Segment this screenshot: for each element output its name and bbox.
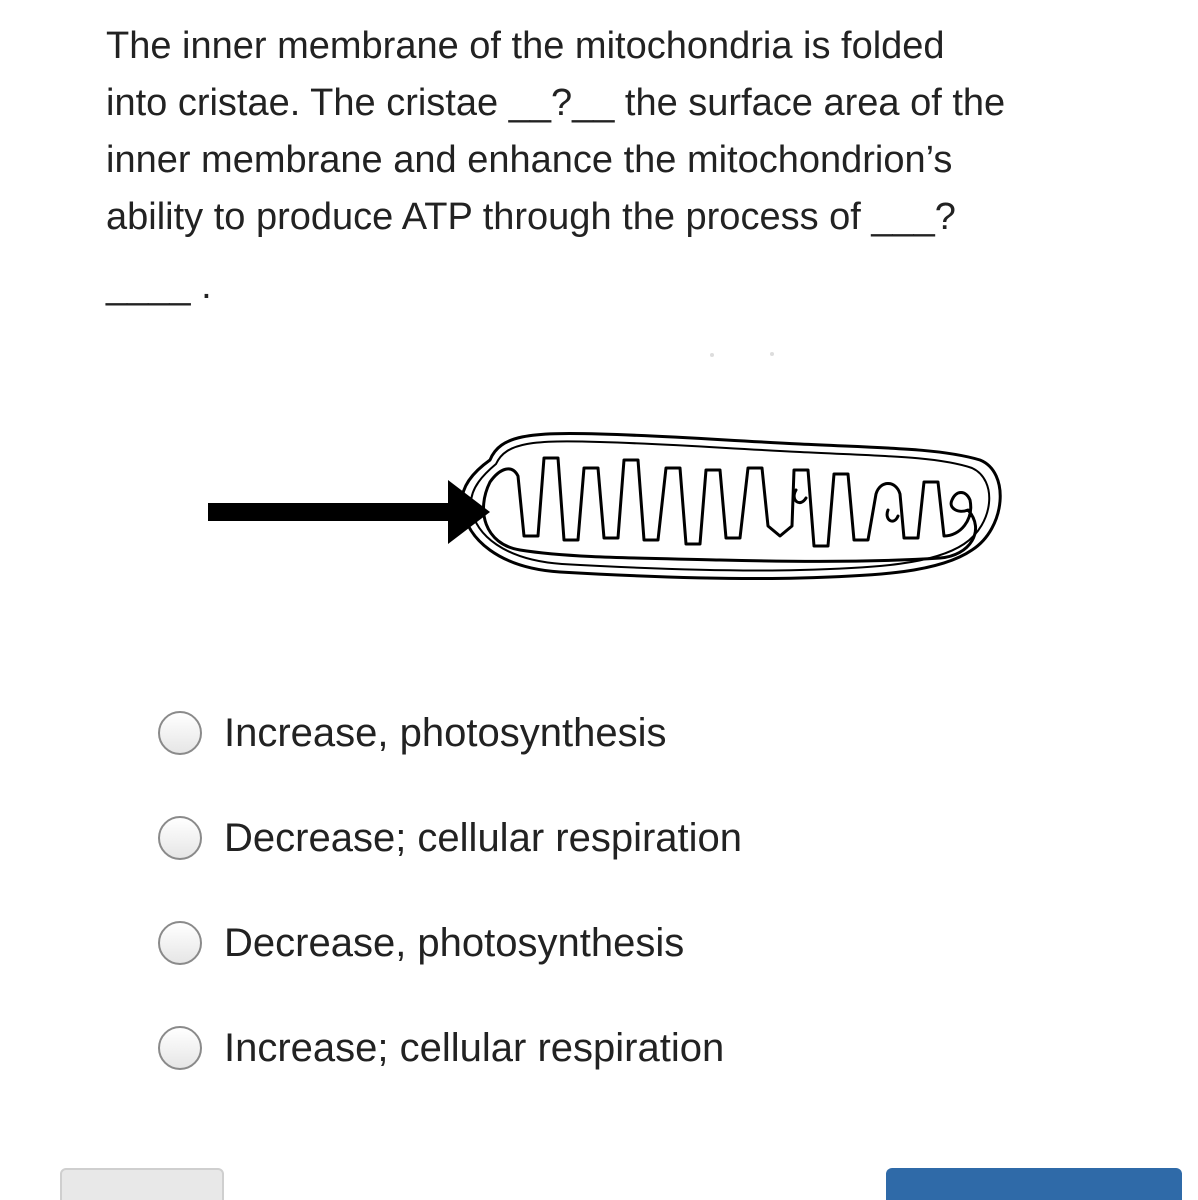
back-button[interactable] [60,1168,224,1200]
question-line: ability to produce ATP through the process of ___? [106,196,956,238]
answer-option-1[interactable] [158,700,1058,766]
radio-button[interactable] [158,816,202,860]
mitochondrion-icon [462,433,1000,578]
question-line: The inner membrane of the mitochondria is folded [106,25,945,67]
mitochondrion-diagram [200,340,1020,600]
answer-option-3[interactable] [158,910,1058,976]
question-line: into cristae. The cristae __?__ the surface area of the [106,82,1006,124]
answer-label: Increase; cellular respiration [224,1025,725,1070]
answer-label: Decrease; cellular respiration [224,815,743,860]
answer-label: Decrease, photosynthesis [224,920,685,965]
question-line: inner membrane and enhance the mitochondrion’s [106,139,953,181]
radio-button[interactable] [158,1026,202,1070]
answer-option-4[interactable] [158,1015,1058,1081]
arrow-right-icon [208,480,490,544]
radio-button[interactable] [158,711,202,755]
answer-label: Increase, photosynthesis [224,710,667,755]
question-trailing-blank: ____ . [106,265,212,307]
answer-option-2[interactable] [158,805,1058,871]
answer-options [158,700,1058,1120]
radio-button[interactable] [158,921,202,965]
next-button[interactable] [886,1168,1182,1200]
diagram-canvas [200,340,1020,600]
question-text [106,18,1136,246]
